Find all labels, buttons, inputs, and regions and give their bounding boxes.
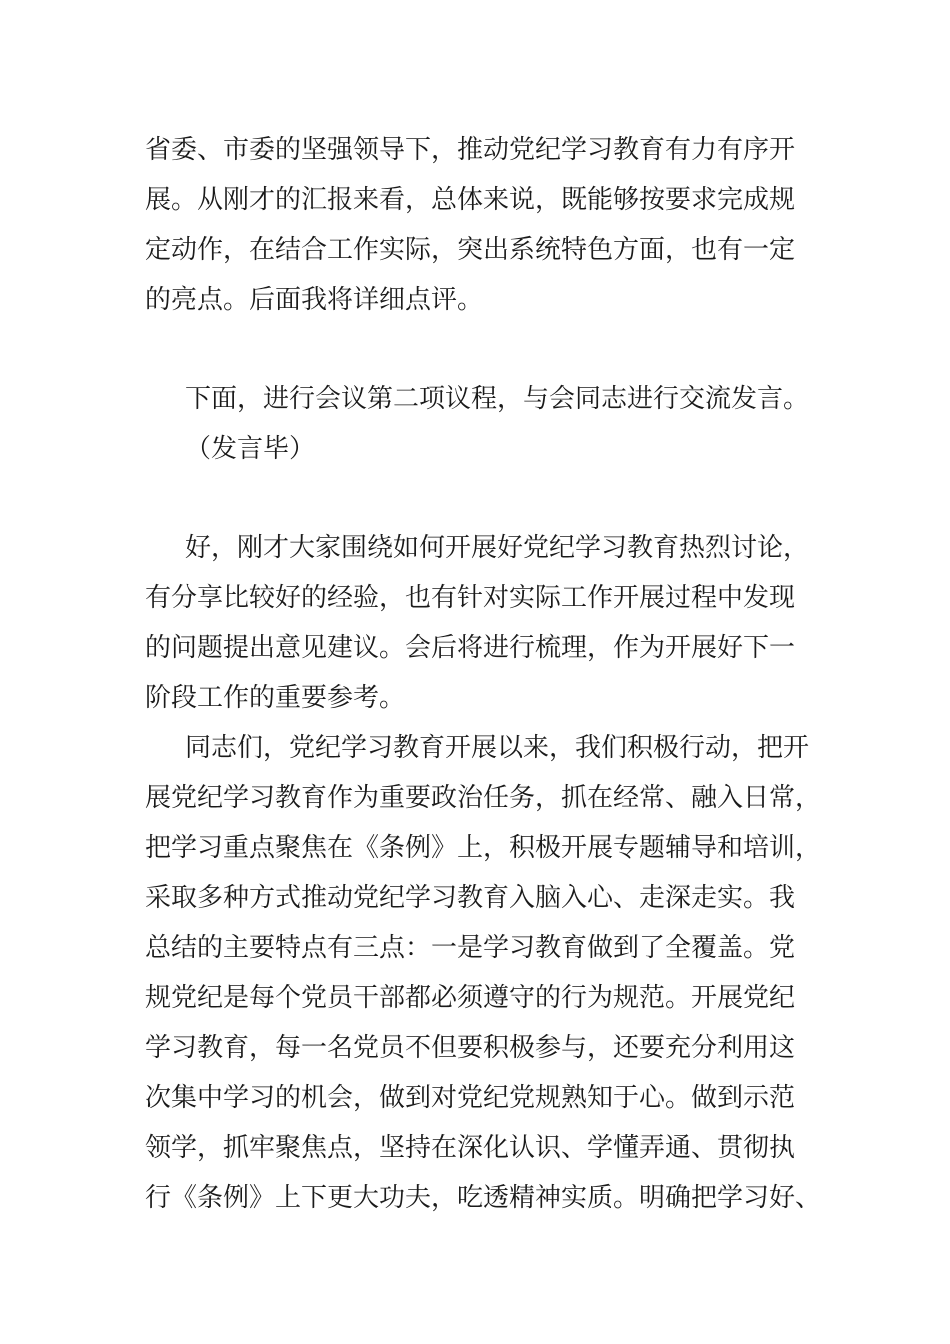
text-line: 同志们，党纪学习教育开展以来，我们积极行动，把开 [185,733,810,763]
text-line: 有分享比较好的经验，也有针对实际工作开展过程中发现 [145,583,796,613]
text-line: 次集中学习的机会，做到对党纪党规熟知于心。做到示范 [145,1083,796,1113]
text-line: 的问题提出意见建议。会后将进行梳理，作为开展好下一 [145,633,796,663]
text-line: 采取多种方式推动党纪学习教育入脑入心、走深走实。我 [145,883,796,913]
text-line: 行《条例》上下更大功夫，吃透精神实质。明确把学习好、 [145,1183,822,1213]
text-line: 学习教育，每一名党员不但要积极参与，还要充分利用这 [145,1033,796,1063]
text-line: 领学，抓牢聚焦点，坚持在深化认识、学懂弄通、贯彻执 [145,1133,796,1163]
text-line: 展。从刚才的汇报来看，总体来说，既能够按要求完成规 [145,185,796,215]
text-line: 阶段工作的重要参考。 [145,683,406,713]
text-line: 好，刚才大家围绕如何开展好党纪学习教育热烈讨论， [185,533,810,563]
text-line: 的亮点。后面我将详细点评。 [145,285,484,315]
text-line: 展党纪学习教育作为重要政治任务，抓在经常、融入日常， [145,783,822,813]
text-line: 规党纪是每个党员干部都必须遵守的行为规范。开展党纪 [145,983,796,1013]
text-line: 把学习重点聚焦在《条例》上，积极开展专题辅导和培训， [145,833,822,863]
text-line: 定动作，在结合工作实际，突出系统特色方面，也有一定 [145,235,796,265]
text-line: （发言毕） [185,434,316,464]
text-line: 下面，进行会议第二项议程，与会同志进行交流发言。 [185,384,810,414]
text-line: 总结的主要特点有三点：一是学习教育做到了全覆盖。党 [145,933,796,963]
text-line: 省委、市委的坚强领导下，推动党纪学习教育有力有序开 [145,135,796,165]
